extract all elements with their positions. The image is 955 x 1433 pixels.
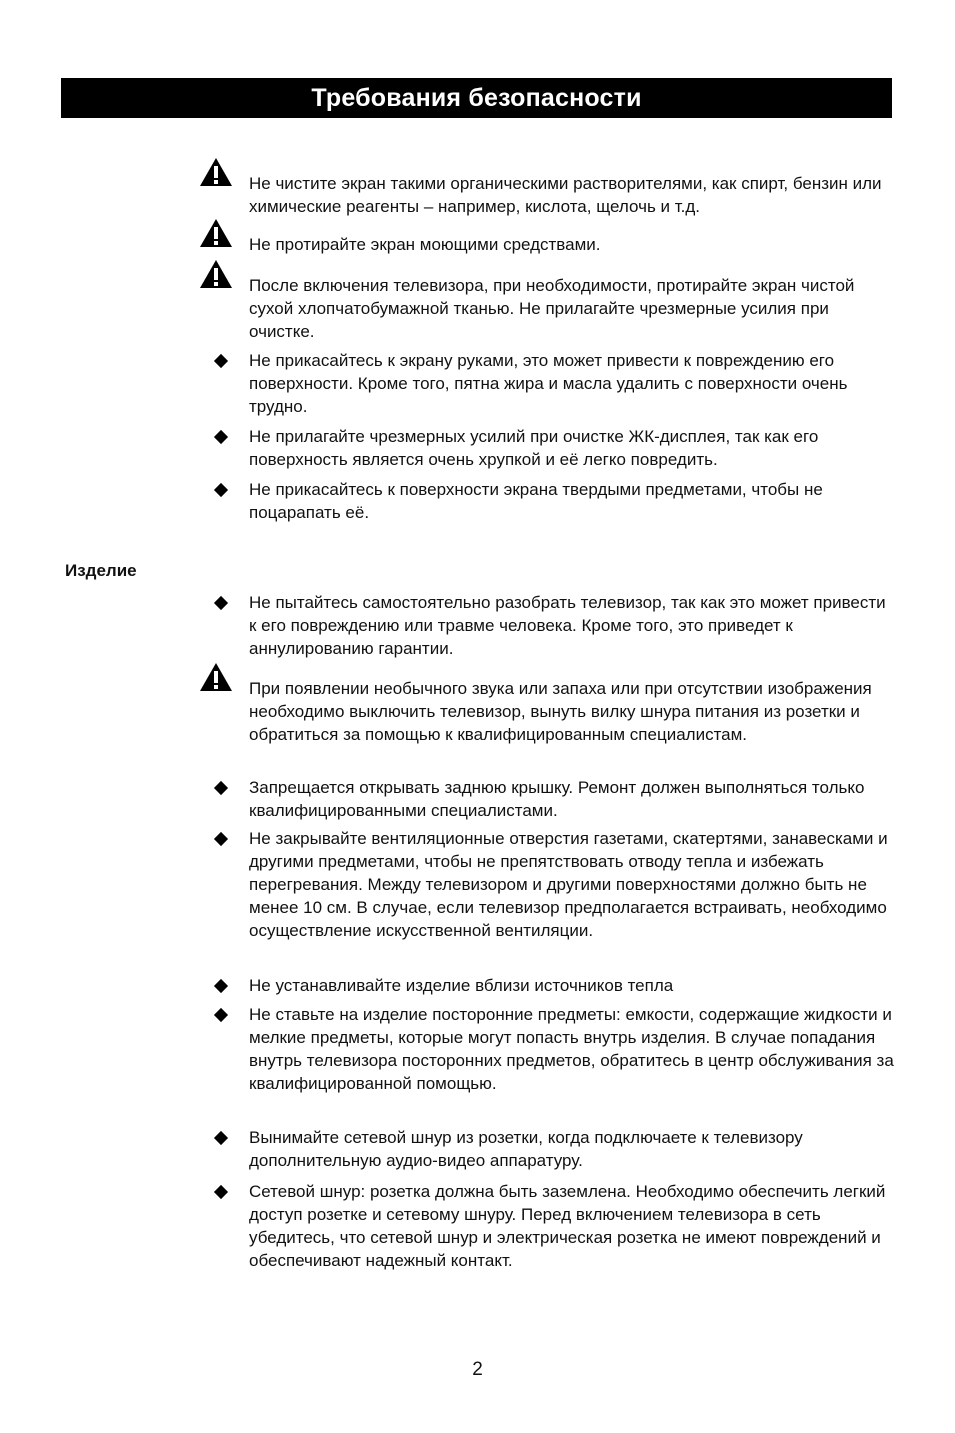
list-item-text: После включения телевизора, при необходимости, протирайте экран чистой сухой хлопчатобумажной тканью. Не прилагайте чрезмерные усилия при очистке.: [249, 276, 855, 341]
list-item: [249, 172, 894, 218]
list-item-text: Не ставьте на изделие посторонние предметы: емкости, содержащие жидкости и мелкие предметы, которые могут попасть внутрь изделия. В случае попадания внутрь телевизора посторонних предметов, обратитесь в центр обслуживания за квалифицированной помощью.: [249, 1005, 894, 1093]
list-item: [249, 591, 894, 660]
title-bar: [61, 78, 892, 118]
list-item: [249, 425, 894, 471]
warning-triangle-icon: [199, 662, 233, 692]
list-item-text: Вынимайте сетевой шнур из розетки, когда подключаете к телевизору дополнительную аудио-видео аппаратуру.: [249, 1128, 803, 1170]
diamond-bullet-icon: [214, 483, 228, 497]
page-number: 2: [472, 1359, 483, 1380]
diamond-bullet-icon: [214, 781, 228, 795]
list-item: [249, 776, 894, 822]
diamond-bullet-icon: [214, 1185, 228, 1199]
list-item: [249, 1180, 894, 1272]
list-item-text: Не протирайте экран моющими средствами.: [249, 235, 601, 254]
page-title: Требования безопасности: [311, 83, 642, 112]
list-item-text: Не устанавливайте изделие вблизи источников тепла: [249, 976, 674, 995]
list-item-text: При появлении необычного звука или запаха или при отсутствии изображения необходимо выключить телевизор, вынуть вилку шнура питания из розетки и обратиться за помощью к квалифицированным специалистам.: [249, 679, 872, 744]
list-item-text: Запрещается открывать заднюю крышку. Ремонт должен выполняться только квалифицированными специалистами.: [249, 778, 865, 820]
list-item-text: Не прилагайте чрезмерных усилий при очистке ЖК-дисплея, так как его поверхность является очень хрупкой и её легко повредить.: [249, 427, 819, 469]
list-item: [249, 274, 894, 343]
diamond-bullet-icon: [214, 979, 228, 993]
list-item: [249, 974, 894, 997]
warning-triangle-icon: [199, 157, 233, 187]
list-item-text: Не пытайтесь самостоятельно разобрать телевизор, так как это может привести к его повреждению или травме человека. Кроме того, это приведет к аннулированию гарантии.: [249, 593, 886, 658]
list-item: [249, 1003, 894, 1095]
section-heading: Изделие: [65, 561, 137, 580]
list-item: [249, 827, 894, 942]
diamond-bullet-icon: [214, 596, 228, 610]
list-item: [249, 1126, 894, 1172]
diamond-bullet-icon: [214, 430, 228, 444]
list-item: [249, 478, 894, 524]
warning-triangle-icon: [199, 218, 233, 248]
list-item-text: Не прикасайтесь к экрану руками, это может привести к повреждению его поверхности. Кроме того, пятна жира и масла удалить с поверхности очень трудно.: [249, 351, 848, 416]
diamond-bullet-icon: [214, 832, 228, 846]
diamond-bullet-icon: [214, 354, 228, 368]
diamond-bullet-icon: [214, 1008, 228, 1022]
diamond-bullet-icon: [214, 1131, 228, 1145]
list-item: [249, 233, 894, 256]
list-item-text: Не закрывайте вентиляционные отверстия газетами, скатертями, занавесками и другими предметами, чтобы не препятствовать отводу тепла и избежать перегревания. Между телевизором и другими поверхностями должно быть не менее 10 см. В случае, если телевизор предполагается встраивать, необходимо осуществление искусственной вентиляции.: [249, 829, 888, 940]
list-item-text: Не прикасайтесь к поверхности экрана твердыми предметами, чтобы не поцарапать её.: [249, 480, 823, 522]
list-item: [249, 349, 894, 418]
list-item-text: Не чистите экран такими органическими растворителями, как спирт, бензин или химические реагенты – например, кислота, щелочь и т.д.: [249, 174, 882, 216]
list-item: [249, 677, 894, 746]
warning-triangle-icon: [199, 259, 233, 289]
list-item-text: Сетевой шнур: розетка должна быть заземлена. Необходимо обеспечить легкий доступ розетке и сетевому шнуру. Перед включением телевизора в сеть убедитесь, что сетевой шнур и электрическая розетка не имеют повреждений и обеспечивают надежный контакт.: [249, 1182, 886, 1270]
